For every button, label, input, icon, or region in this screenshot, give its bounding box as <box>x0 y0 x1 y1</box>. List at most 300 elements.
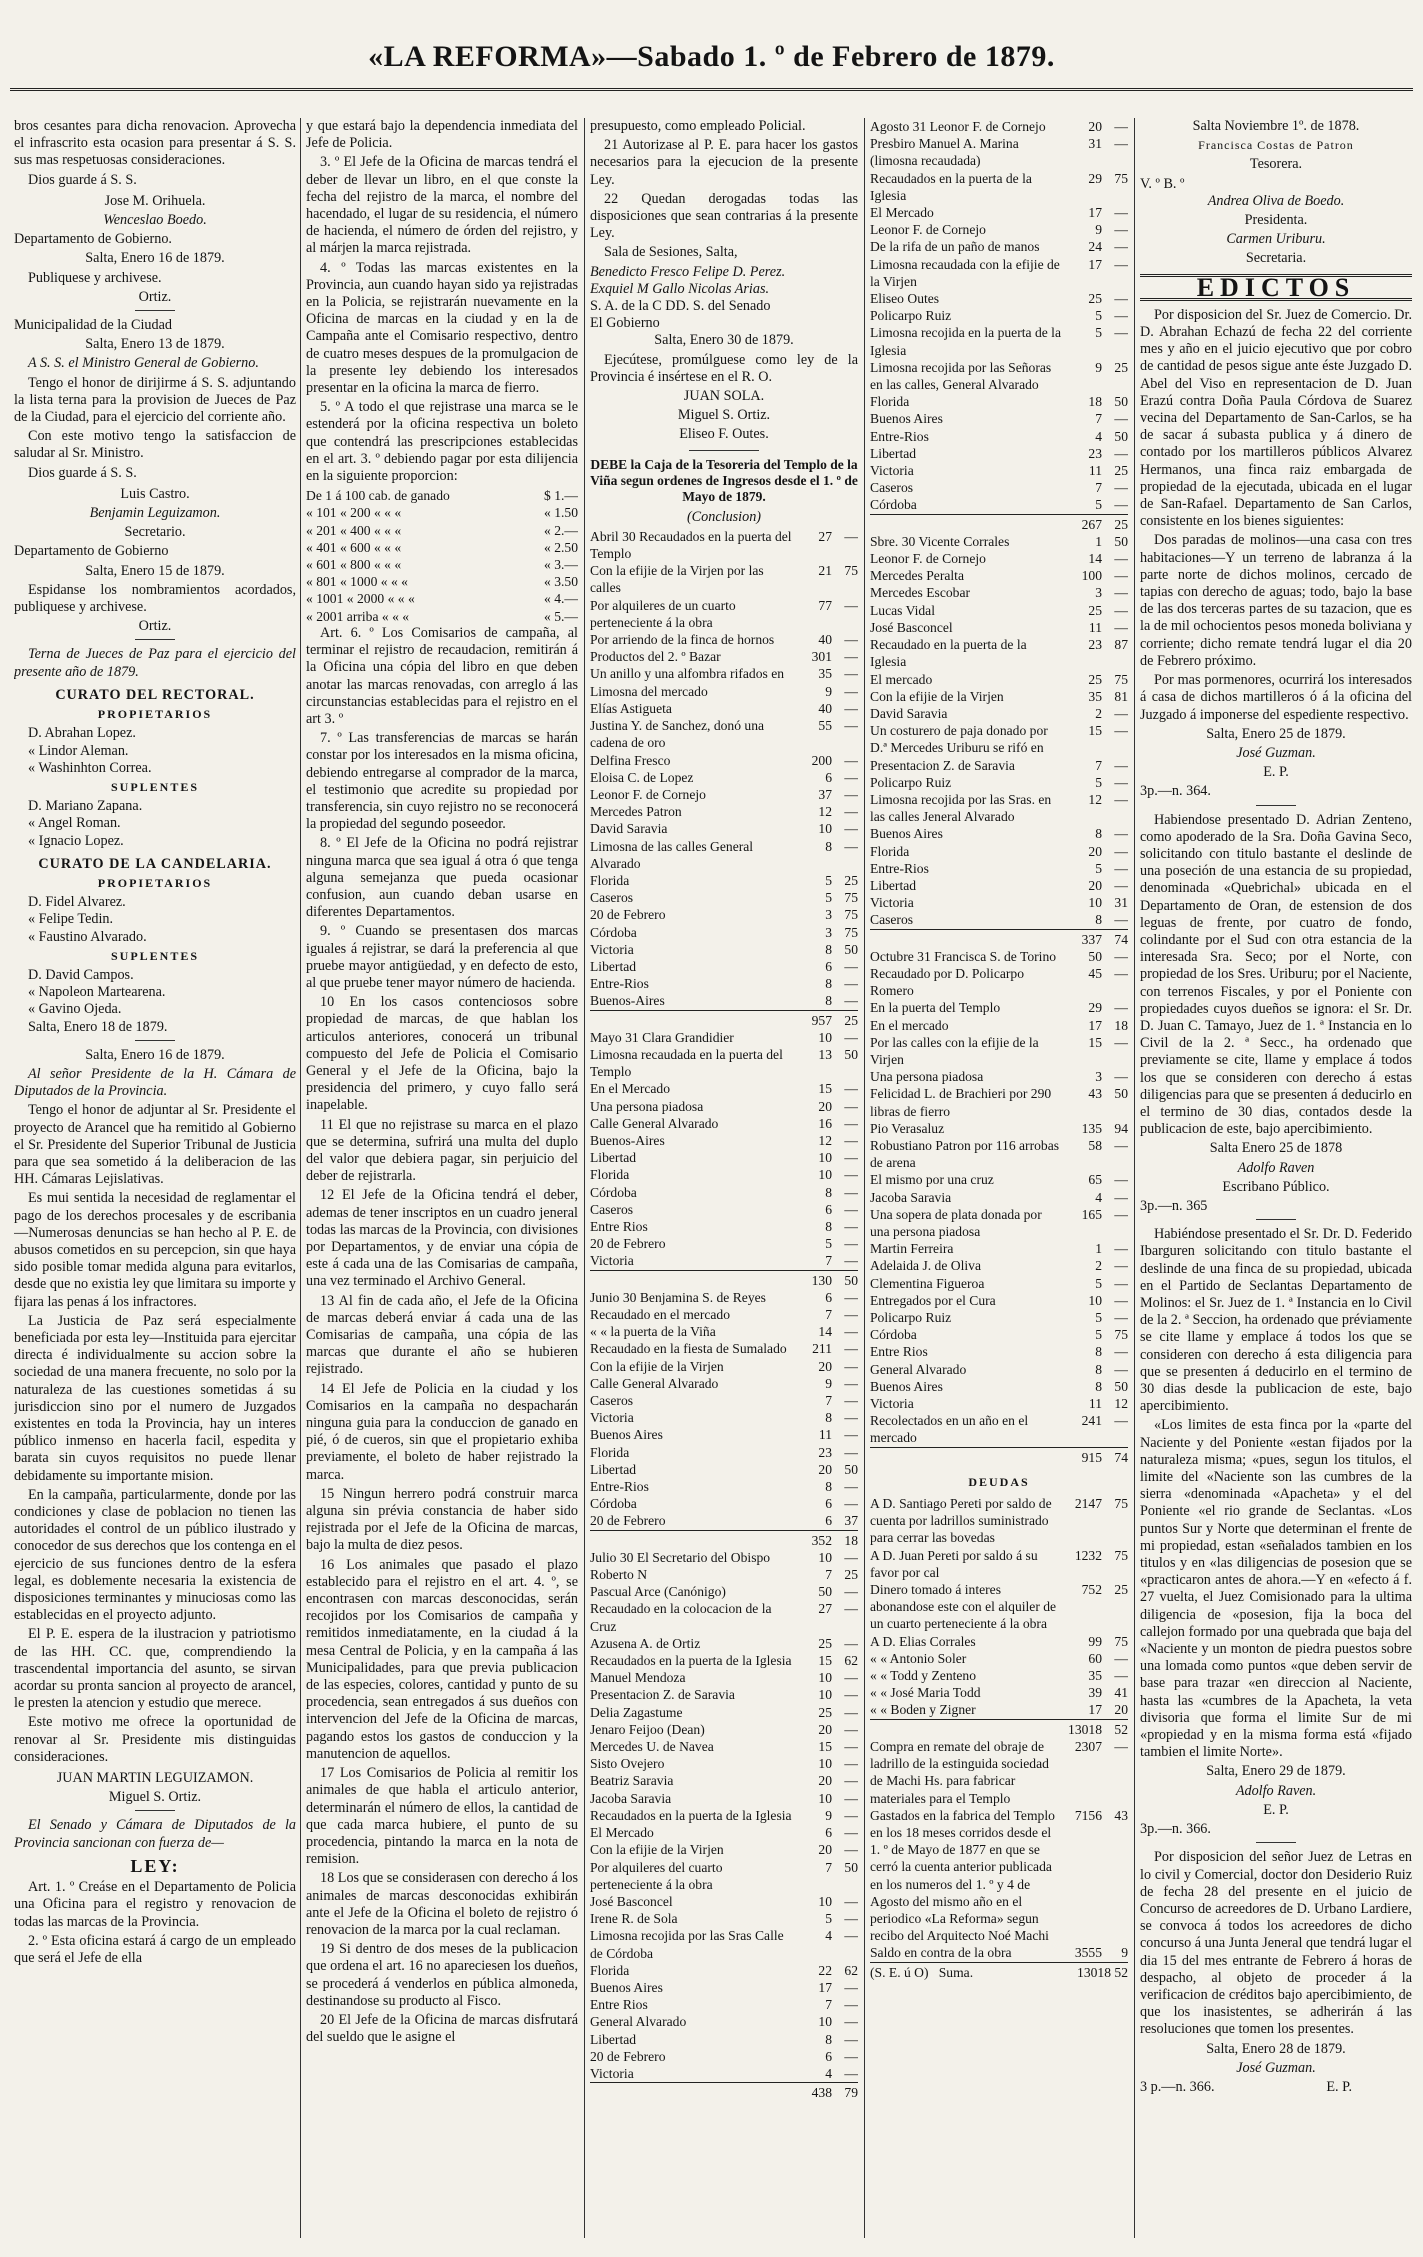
signature-role: Tesorera. <box>1249 156 1303 173</box>
total-cell: 337 <box>1062 929 1106 948</box>
approval: V. º B. º <box>1140 175 1185 192</box>
table-cell: Azusena A. de Ortiz <box>590 1635 701 1651</box>
total-row <box>590 2083 858 2102</box>
signature-role: E. P. <box>1263 1801 1289 1818</box>
article: 16 Los animales que pasado el plazo establecido para el rejistro en el art. 4. º, se encontrasen con marcas desconocidas, serán recojidos por los Comisarios de campaña y remitidos inmediatamente, en la ciudad á la mesa Central de Policia, y en la campaña á las Municipalidades, para que previa publicacion de las especies, colores, cantidad y punto de su procedencia, sean entregados á sus dueños con intervencion del Jefe de la Oficina de marcas, pagando estos los gastos de conduccion y la manutencion de aquellos. <box>306 1556 578 1762</box>
table-row <box>870 791 1128 825</box>
table-cell: Presentacion Z. de Saravia <box>590 1687 735 1703</box>
table-row <box>590 1979 858 1996</box>
edict: Habiendose presentado D. Adrian Zenteno, como apoderado de la Sra. Doña Gavina Seco, solicitando con titulo bastante el deslinde de una poseción de una estancia de su propiedad, denominada «Quebrichal» ubicada en el Departamento de Oran, de estension de dos leguas de frente, por cuatro de fondo, colindante por el Sud con otra estancia de la interesada Sra. Seco; por el Norte, con propiedad de los Sres. Uriburu; por el Naciente, con terrenos Fiscales, y por el Poniente con propiedades cuyos dueños se ignora: el Sr. Dr. D. Juan C. Tamayo, Juez de 1. ª Instancia en lo Civil de la 2. ª Secc., ha ordenado que previamente se cite, llame y emplace á todos los que se consideren con derecho á estas diligencias para que se presenten á deducirlo en el termino de 30 dias, contados desde la publicacion de este, bajo apercibimiento. <box>1140 811 1412 1138</box>
table-cell: 25 <box>1114 359 1128 375</box>
table-row <box>870 1684 1128 1701</box>
table-row <box>870 688 1128 705</box>
table-cell: 39 <box>1088 1685 1102 1701</box>
table-row <box>870 1309 1128 1326</box>
table-cell: 37 <box>818 786 832 802</box>
table-cell: Pascual Arce (Canónigo) <box>590 1584 726 1600</box>
table-cell: Octubre 31 Francisca S. de Torino <box>870 948 1057 964</box>
article: 4. º Todas las marcas existentes en la Provincia, aun cuando hayan sido ya rejistradas en la Policia, se rejistrarán nuevamente en la Oficina de marcas en la ciudad y en la de Campaña ante el Comisario respectivo, dentro de cuatro meses despues de la promulgacion de la presente ley debiendo los interesados presentar en la oficina la marca de fierro. <box>306 259 578 397</box>
table-cell: Buenos Aires <box>870 826 943 842</box>
top-rule <box>10 88 1413 91</box>
table-cell: 20 de Febrero <box>590 1236 666 1252</box>
table-row <box>590 1132 858 1149</box>
session: Sala de Sesiones, Salta, <box>604 244 738 261</box>
table-cell: 15 <box>818 1653 832 1669</box>
table-cell: 1 <box>1095 533 1102 549</box>
separator <box>1256 1219 1296 1220</box>
signature: JUAN SOLA. <box>683 388 765 405</box>
table-row <box>590 1910 858 1927</box>
table-cell: Una persona piadosa <box>870 1069 984 1085</box>
table-cell: 45 <box>1088 965 1102 981</box>
date: Salta, Enero 18 de 1879. <box>28 1018 168 1035</box>
date: Salta Enero 25 de 1878 <box>1209 1140 1343 1157</box>
table-cell: 25 <box>1114 1582 1128 1598</box>
table-cell: Entre Rios <box>590 1997 648 2013</box>
article: 22 Quedan derogadas todas las disposiciones que sean contrarias á la presente Ley. <box>590 190 858 242</box>
table-cell: 25 <box>1088 291 1102 307</box>
table-cell: Delia Zagastume <box>590 1704 683 1720</box>
table-cell: 6 <box>825 1289 832 1305</box>
table-row <box>590 1252 858 1270</box>
table-cell: 7 <box>1095 480 1102 496</box>
table-row <box>590 1166 858 1183</box>
table-cell: 35 <box>1088 1668 1102 1684</box>
table-cell: — <box>1114 1413 1128 1429</box>
table-cell: — <box>844 1375 858 1391</box>
article: 10 En los casos contenciosos sobre propiedad de marcas, de que hablan los articulos anteriores, conocerá un tribunal compuesto del Jefe de Policia el Comisario General y el Jefe de la Oficina, bajo la presidencia del primero, y cuyo fallo será inapelable. <box>306 994 578 1114</box>
table-cell: 20 de Febrero <box>590 1513 666 1529</box>
table-cell: Martin Ferreira <box>870 1241 954 1257</box>
table-cell: 9 <box>825 1375 832 1391</box>
article: 21 Autorizase al P. E. para hacer los gastos necesarios para la ejecucion de la presente Ley. <box>590 137 858 188</box>
column-1 <box>14 118 296 2238</box>
total-cell: 352 <box>792 1530 836 1549</box>
table-cell: Córdoba <box>870 1327 917 1343</box>
table-cell: 20 <box>1088 119 1102 134</box>
ledger-table <box>590 528 858 1029</box>
table-cell: — <box>844 786 858 802</box>
article: 13 Al fin de cada año, el Jefe de la Oficina de marcas deberá enviar á cada una de las Comisarias de campaña, una cópia de las marcas que durante el año se hubieren rejistrado. <box>306 1292 578 1378</box>
table-cell: Un anillo y una alfombra rifados en <box>590 666 785 682</box>
table-row <box>590 1549 858 1566</box>
table-cell: 25 <box>844 1567 858 1583</box>
table-cell: — <box>1114 1241 1128 1257</box>
table-row <box>590 1738 858 1755</box>
table-cell: 12 <box>818 1132 832 1148</box>
table-cell: 94 <box>1114 1120 1128 1136</box>
table-cell: — <box>844 683 858 699</box>
table-row <box>870 1667 1128 1684</box>
table-cell: — <box>844 1253 858 1269</box>
column-divider <box>584 118 585 2238</box>
table-cell: Buenos Aires <box>870 411 943 427</box>
signature: Adolfo Raven <box>1237 1159 1315 1176</box>
signature-role: Escribano Público. <box>1222 1178 1330 1195</box>
table-row <box>590 803 858 820</box>
table-cell: — <box>844 1756 858 1772</box>
table-cell: 10 <box>818 1167 832 1183</box>
table-cell: 40 <box>818 700 832 716</box>
table-cell: 75 <box>1114 1547 1128 1563</box>
table-cell: 14 <box>818 1324 832 1340</box>
table-cell: — <box>1114 551 1128 567</box>
table-row <box>870 1137 1128 1171</box>
table-row <box>870 1361 1128 1378</box>
table-cell: El Mercado <box>870 205 934 221</box>
signature: Andrea Oliva de Boedo. <box>1207 192 1345 209</box>
date: Salta, Enero 13 de 1879. <box>85 336 225 353</box>
table-row <box>590 1184 858 1201</box>
table-row <box>590 2048 858 2065</box>
table-row <box>870 722 1128 756</box>
table-row <box>590 648 858 665</box>
table-row <box>590 1704 858 1721</box>
table-cell: 17 <box>1088 256 1102 272</box>
table-row <box>590 1340 858 1357</box>
table-cell: — <box>1114 774 1128 790</box>
ledger-table <box>590 1549 858 2102</box>
table-cell: 50 <box>844 941 858 957</box>
table-cell: « 2001 arriba « « « <box>306 608 410 624</box>
table-row <box>306 556 578 573</box>
signatures: Exquiel M Gallo Nicolas Arias. <box>590 280 770 297</box>
table-cell: — <box>844 1842 858 1858</box>
table-cell: 8 <box>825 1410 832 1426</box>
total-cell: 79 <box>836 2083 858 2102</box>
table-cell: — <box>844 1324 858 1340</box>
table-row <box>870 1650 1128 1667</box>
signature-role: Presidenta. <box>1244 212 1308 229</box>
table-row <box>590 1080 858 1097</box>
table-cell: — <box>844 1115 858 1131</box>
table-cell: Entre-Rios <box>870 860 929 876</box>
table-row <box>590 941 858 958</box>
edict: Habiéndose presentado el Sr. Dr. D. Federido Ibarguren solicitando con titulo bastante el deslinde de una finca de su propiedad, ubicada en el Partido de Seclantas Departamento de Molinos: el Sr. Juez de 1. ª Instancia en lo Civil de la 2. ª Seccion, ha ordenado que préviamente se cite llame y emplace á todos los que se consideren con derecho á esta diligencia para que se presenten á deducirlo en el termino de 30 dias desde la publicacion de este, bajo apercibimiento. <box>1140 1226 1412 1415</box>
table-row <box>590 2013 858 2030</box>
table-row <box>870 118 1128 135</box>
table-row <box>870 636 1128 670</box>
table-cell: General Alvarado <box>870 1361 967 1377</box>
table-cell: 10 <box>818 1756 832 1772</box>
name: « Lindor Aleman. <box>28 742 129 759</box>
table-row <box>870 238 1128 255</box>
edict: Por disposicion del señor Juez de Letras en lo civil y Comercial, doctor don Desiderio Ruiz de fecha 28 del presente en el juicio de Concurso de acreedores de D. Urbano Lardiere, se convoca á todos los acreedores de dicho concurso á una Junta Jeneral que tendrá lugar el dia 15 del mes entrante de Febrero á horas de despacho, al objeto de proceder á la verificacion de créditos bajo apercibimiento, de que los inasistentes, se adherirán á las resoluciones que tomen los presentes. <box>1140 1849 1412 2038</box>
table-cell: Compra en remate del obraje de ladrillo de la estinguida sociedad de Machi Hs. para fabricar materiales para el Templo <box>870 1738 1049 1806</box>
table-cell: 10 <box>818 1670 832 1686</box>
table-cell: 24 <box>1088 239 1102 255</box>
table-cell: Florida <box>590 1167 630 1183</box>
table-row <box>870 1378 1128 1395</box>
table-row <box>590 924 858 941</box>
table-cell: Lucas Vidal <box>870 602 935 618</box>
table-cell: 1 <box>1095 1241 1102 1257</box>
table-row <box>870 825 1128 842</box>
table-cell: — <box>844 2014 858 2030</box>
table-cell: Limosna recojida por las Sras Calle de Córdoba <box>590 1928 784 1961</box>
table-cell: A D. Elias Corrales <box>870 1633 976 1649</box>
table-cell: « 401 « 600 « « « <box>306 539 402 555</box>
table-row <box>870 948 1128 965</box>
table-cell: Policarpo Ruiz <box>870 1310 952 1326</box>
article: y que estará bajo la dependencia inmediata del Jefe de Policia. <box>306 118 578 152</box>
table-cell: — <box>844 1670 858 1686</box>
table-cell: 25 <box>1088 671 1102 687</box>
table-row <box>590 769 858 786</box>
ledger-table <box>870 533 1128 948</box>
table-row <box>870 1034 1128 1068</box>
table-cell: Felicidad L. de Brachieri por 290 libras de fierro <box>870 1086 1052 1119</box>
table-cell: 65 <box>1088 1172 1102 1188</box>
article: 12 El Jefe de la Oficina tendrá el deber, ademas de tener inscriptos en un cuadro jeneral todas las marcas de la Provincia, con divisiones por Departamentos, y de enviar una cópia de este á cada una de las Comisarias de campaña, una vez terminado el Archivo General. <box>306 1187 578 1290</box>
paragraph: Este motivo me ofrece la oportunidad de renovar al Sr. Presidente mis distinguidas consideraciones. <box>14 1714 296 1765</box>
table-cell: Recaudado por D. Policarpo Romero <box>870 965 1025 999</box>
signature: Francisca Costas de Patron <box>1198 138 1354 153</box>
table-row <box>590 1893 858 1910</box>
table-row <box>870 774 1128 791</box>
table-row <box>590 1721 858 1738</box>
paragraph: Con este motivo tengo la satisfaccion de saludar al Sr. Ministro. <box>14 428 296 462</box>
table-row <box>590 1996 858 2013</box>
table-cell: — <box>844 1704 858 1720</box>
article: 18 Los que se considerasen con derecho á los animales de marcas desconocidas exhibirán ante el Jefe de la Oficina el boleto de rejistro ó renovacion de la marca por la cual reclaman. <box>306 1870 578 1938</box>
table-cell: 5 <box>1095 774 1102 790</box>
table-cell: 8 <box>825 1479 832 1495</box>
table-cell: — <box>844 1549 858 1565</box>
table-row <box>306 590 578 607</box>
name: « Gavino Ojeda. <box>28 1001 122 1018</box>
table-row <box>870 705 1128 722</box>
table-cell: 241 <box>1081 1413 1102 1429</box>
table-cell: — <box>844 1410 858 1426</box>
paragraph: En la campaña, particularmente, donde por las condiciones y clase de poblacion no tienen las autoridades el control de un público ilustrado y conocedor de sus derechos que los contenga en el ejercicio de sus funciones dentro de la esfera legal, es doblemente necesaria la existencia de disposiciones terminantes y minuciosas como las establecidas en el proyecto adjunto. <box>14 1486 296 1624</box>
table-cell: 50 <box>1114 1378 1128 1394</box>
table-row <box>870 584 1128 601</box>
table-cell: 8 <box>1095 826 1102 842</box>
table-cell: Victoria <box>590 1410 634 1426</box>
table-cell: 6 <box>825 769 832 785</box>
article: 19 Si dentro de dos meses de la publicacion que ordena el art. 16 no apareciesen los dueños, se procederá á venderlos en pública almoneda, destinandose su producto al Fisco. <box>306 1941 578 2009</box>
table-cell: — <box>844 1427 858 1443</box>
table-cell: « 101 « 200 « « « <box>306 505 402 521</box>
name: D. David Campos. <box>28 966 134 983</box>
table-cell: — <box>1114 860 1128 876</box>
table-cell: Con la efijie de la Virjen por las calles <box>590 563 764 596</box>
table-row <box>870 1292 1128 1309</box>
table-cell: — <box>1114 1206 1128 1222</box>
table-cell: Eliseo Outes <box>870 291 940 307</box>
table-row <box>306 573 578 590</box>
table-cell: — <box>1114 948 1128 964</box>
table-cell: — <box>844 1393 858 1409</box>
table-cell: 7 <box>825 1859 832 1875</box>
table-cell: Agosto 31 Leonor F. de Cornejo <box>870 119 1046 134</box>
table-cell: 87 <box>1114 637 1128 653</box>
table-cell: 5 <box>1095 1327 1102 1343</box>
table-cell: Victoria <box>590 941 634 957</box>
table-row <box>870 170 1128 204</box>
table-row <box>870 1701 1128 1719</box>
table-cell: Caseros <box>870 912 914 928</box>
table-cell: — <box>1114 1310 1128 1326</box>
table-row <box>870 359 1128 393</box>
table-cell: 15 <box>1088 723 1102 739</box>
table-cell: Victoria <box>870 1396 914 1412</box>
table-cell: « 801 « 1000 « « « <box>306 574 408 590</box>
total-cell: 52 <box>1106 1719 1128 1738</box>
table-cell: Recaudado en la colocacion de la Cruz <box>590 1601 772 1634</box>
table-row <box>870 204 1128 221</box>
table-cell: 7 <box>825 1393 832 1409</box>
signature: Jose M. Orihuela. <box>104 192 206 209</box>
table-cell: Presbiro Manuel A. Marina (limosna recaudada) <box>870 136 1019 169</box>
date: Salta, Enero 15 de 1879. <box>85 562 225 579</box>
table-row <box>590 1669 858 1686</box>
table-row <box>590 1426 858 1443</box>
table-cell: — <box>1114 843 1128 859</box>
table-cell: « 4.— <box>544 591 578 607</box>
table-cell: — <box>844 1979 858 1995</box>
article: 3. º El Jefe de la Oficina de marcas tendrá el deber de llevar un libro, en el que conste la fecha del rejistro de la marca, el nombre del hacendado, el lugar de su residencia, el número de hacienda, el número de órden del rejistro, y al márjen la marca rejistrada. <box>306 154 578 257</box>
table-cell: 5 <box>825 1911 832 1927</box>
table-cell: 27 <box>818 528 832 544</box>
table-row <box>870 999 1128 1016</box>
table-cell: 25 <box>1114 463 1128 479</box>
table-cell: 40 <box>818 632 832 648</box>
table-row <box>590 906 858 923</box>
table-row <box>590 786 858 803</box>
table-cell: 43 <box>1088 1086 1102 1102</box>
table-row <box>870 1412 1128 1447</box>
article: 7. º Las transferencias de marcas se harán constar por los interesados en la misma oficina, debiendo entregarse al comprador de la marca, el testimonio que acredite su propiedad por transferencia, sin cuyo rejistro no se reconocerá la propiedad del segundo poseedor. <box>306 730 578 833</box>
table-cell: — <box>844 718 858 734</box>
table-cell: — <box>844 597 858 613</box>
masthead: «LA REFORMA»—Sabado 1. º de Febrero de 1879. <box>368 40 1055 73</box>
ledger-table <box>870 948 1128 1466</box>
table-row <box>590 992 858 1010</box>
table-cell: Recaudados en la puerta de la Iglesia <box>590 1653 792 1669</box>
table-cell: 5 <box>1095 497 1102 513</box>
table-cell: — <box>844 666 858 682</box>
table-cell: — <box>844 1739 858 1755</box>
table-cell: — <box>844 1893 858 1909</box>
table-cell: Libertad <box>590 958 637 974</box>
table-cell: 75 <box>844 890 858 906</box>
table-cell: Dinero tomado á interes abonandose este con el alquiler de un cuarto perteneciente á la obra <box>870 1582 1057 1632</box>
table-cell: Entre Rios <box>870 1344 928 1360</box>
name: « Napoleon Martearena. <box>28 984 166 1001</box>
column-divider <box>864 118 865 2238</box>
table-cell: 29 <box>1088 1000 1102 1016</box>
table-cell: Limosna de las calles General Alvarado <box>590 838 754 871</box>
table-cell: — <box>844 1496 858 1512</box>
table-cell: 23 <box>818 1444 832 1460</box>
preamble: El Senado y Cámara de Diputados de la Provincia sancionan con fuerza de— <box>14 1817 296 1851</box>
table-cell: — <box>844 1358 858 1374</box>
table-cell: 18 <box>1114 1017 1128 1033</box>
table-cell: Victoria <box>590 2065 634 2081</box>
table-cell: 75 <box>844 924 858 940</box>
table-cell: 6 <box>825 1201 832 1217</box>
separator <box>135 310 175 311</box>
table-cell: — <box>1114 136 1128 152</box>
table-cell: — <box>844 769 858 785</box>
table-row <box>870 462 1128 479</box>
table-row <box>590 562 858 596</box>
table-cell: — <box>844 1150 858 1166</box>
table-cell: 21 <box>818 563 832 579</box>
separator <box>135 1040 175 1041</box>
table-cell: — <box>844 1635 858 1651</box>
table-cell: Caseros <box>870 480 914 496</box>
table-cell: Clementina Figueroa <box>870 1275 985 1291</box>
table-cell: — <box>844 1997 858 2013</box>
table-cell: Leonor F. de Cornejo <box>590 786 706 802</box>
table-row <box>870 877 1128 894</box>
table-cell: — <box>844 1444 858 1460</box>
table-cell: 20 <box>818 1773 832 1789</box>
paragraph: Es mui sentida la necesidad de reglamentar el pago de los derechos procesales y de escribania—Numerosas denuncias se han hecho al P. E. de abusos cometidos en su percepcion, sin que haya sido posible tomar medida alguna para evitarlos, desde que no existia ley que limitara su importe y fijara las penas á los infractores. <box>14 1190 296 1310</box>
table-cell: 13018 52 <box>1062 1962 1128 1981</box>
table-cell: 58 <box>1088 1137 1102 1153</box>
table-row <box>870 911 1128 929</box>
total-cell: 25 <box>1106 514 1128 533</box>
table-row <box>306 522 578 539</box>
table-row <box>590 1686 858 1703</box>
total-cell <box>870 1719 1062 1738</box>
table-row <box>590 1046 858 1080</box>
total-cell: 50 <box>836 1270 858 1289</box>
section-title: EDICTOS <box>1140 274 1412 301</box>
table-cell: — <box>844 2065 858 2081</box>
table-cell: 10 <box>1088 895 1102 911</box>
table-cell: 8 <box>1095 912 1102 928</box>
table-cell: « 1001 « 2000 « « « <box>306 591 415 607</box>
table-cell: 14 <box>1088 551 1102 567</box>
table-cell: 6 <box>825 1513 832 1529</box>
table-cell: 60 <box>1088 1650 1102 1666</box>
sum-label: Suma. <box>938 1964 974 1980</box>
table-cell: David Saravia <box>870 705 948 721</box>
table-row <box>590 2031 858 2048</box>
table-cell: Gastados en la fabrica del Templo en los 18 meses corridos desde el 1. º de Mayo de 1877 en que se cerró la cuenta anterior publicada en los numeros del 1. º y 4 de Agosto del mismo año en el periodico «La Reforma» segun recibo del Arquitecto Noé Machi <box>870 1807 1055 1944</box>
table-row <box>590 1962 858 1979</box>
table-cell: — <box>844 700 858 716</box>
article: 9. º Cuando se presentasen dos marcas iguales á rejistrar, se dará la preferencia al que pruebe mayor antigüedad, y en defecto de esto, al que pruebe tener mayor número de hacienda. <box>306 923 578 991</box>
total-cell <box>590 1530 792 1549</box>
table-cell: Buenos Aires <box>590 1427 663 1443</box>
table-cell: 50 <box>818 1584 832 1600</box>
table-cell: — <box>1114 1258 1128 1274</box>
table-cell: Con la efijie de la Virjen <box>590 1842 724 1858</box>
table-cell: Libertad <box>590 1461 637 1477</box>
table-cell: 22 <box>818 1962 832 1978</box>
total-cell: 267 <box>1062 514 1106 533</box>
table-cell: — <box>1114 1069 1128 1085</box>
table-row <box>590 1461 858 1478</box>
table-row <box>870 965 1128 999</box>
edict: Dos paradas de molinos—una casa con tres habitaciones—Y un terreno de labranza á la parte norte de dichos molinos, cercado de tapias con derecho de aguas; todo, bajo la base de las dos terceras partes de su tazacion, que es la de mil ochocientos pesos moneda boliviana y corriente; dicho remate tendrá lugar el dia 20 de Febrero próximo. <box>1140 532 1412 669</box>
table-cell: En el mercado <box>870 1017 949 1033</box>
total-row <box>870 1719 1128 1738</box>
ledger-table <box>590 1029 858 1289</box>
table-row <box>870 1085 1128 1119</box>
table-cell: 4 <box>825 1928 832 1944</box>
table-cell: — <box>844 1773 858 1789</box>
table-cell: Entre-Rios <box>590 976 649 992</box>
table-cell: 8 <box>825 976 832 992</box>
table-cell: — <box>1114 619 1128 635</box>
